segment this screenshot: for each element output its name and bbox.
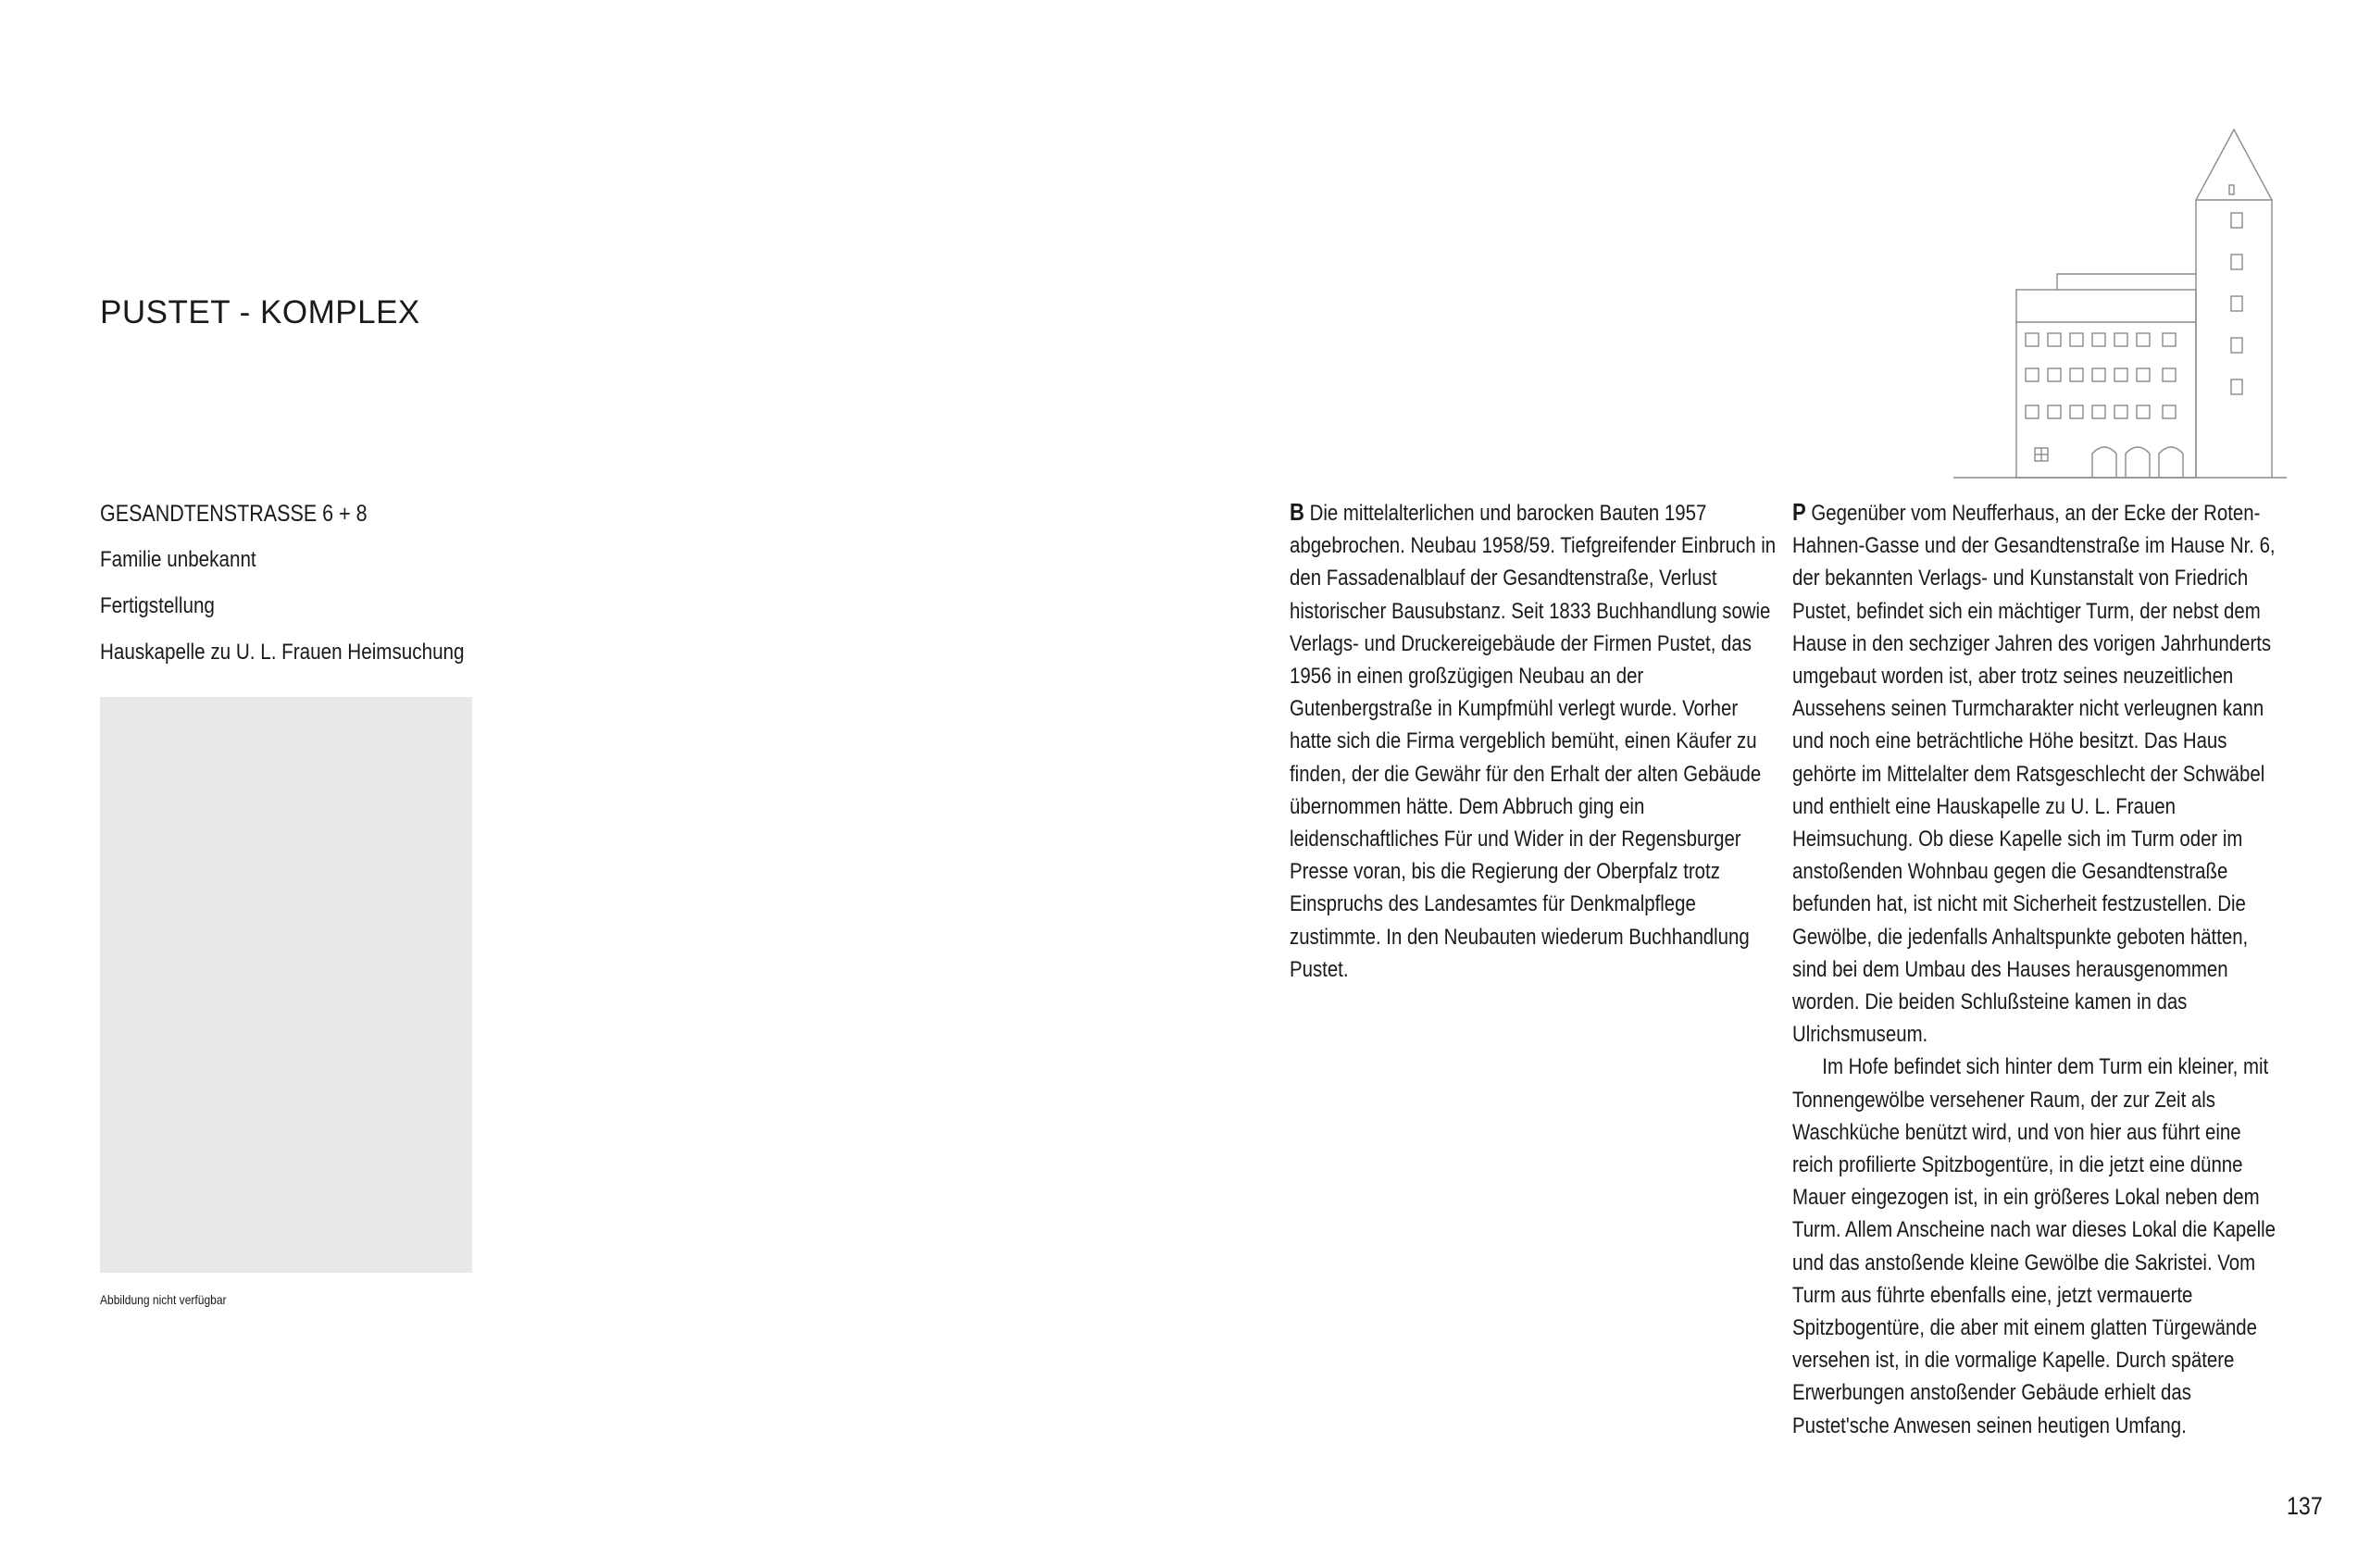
paragraph-p-2: Im Hofe befindet sich hinter dem Turm ein kleiner, mit Tonnengewölbe versehener Raum, der zur Zeit als Waschküche benützt wird, und von hier aus führt eine reich profilierte Spitzbogentüre, in die jetzt eine dünne Mauer eingezogen ist, in ein größeres Lokal neben dem Turm. Allem Anscheine nach war dieses Lokal die Kapelle und das anstoßende kleine Gewölbe die Sakristei. Vom Turm aus führte ebenfalls eine, jetzt vermauerte Spitzbogentüre, die aber mit einem glatten Türgewände versehen ist, in die vormalige Kapelle. Durch spätere Erwerbungen anstoßender Gebäude erhielt das Pustet'sche Anwesen seinen heutigen Umfang. <box>1792 1054 2276 1438</box>
completion: Fertigstellung <box>100 593 215 618</box>
image-caption: Abbildung nicht verfügbar <box>100 1292 227 1307</box>
text-column-b <box>1290 496 1778 986</box>
family: Familie unbekannt <box>100 547 256 572</box>
paragraph-b <box>1290 496 1778 986</box>
address: GESANDTENSTRASSE 6 + 8 <box>100 501 368 527</box>
paragraph-b-text: Die mittelalterlichen und barocken Bauten 1957 abgebrochen. Neubau 1958/59. Tiefgreifender Einbruch in den Fassadenalblauf der Gesandtenstraße, Verlust historischer Bausubstanz. Seit 1833 Buchhandlung sowie Verlags- und Druckereigebäude der Firmen Pustet, das 1956 in einen großzügigen Neubau an der Gutenbergstraße in Kumpfmühl verlegt wurde. Vorher hatte sich die Firma vergeblich bemüht, einen Käufer zu finden, der die Gewähr für den Erhalt der alten Gebäude übernommen hätte. Dem Abbruch ging ein leidenschaftliches Für und Wider in der Regensburger Presse voran, bis die Regierung der Oberpfalz trotz Einspruchs des Landesamtes für Denkmalpflege zustimmte. In den Neubauten wiederum Buchhandlung Pustet. <box>1290 501 1777 982</box>
building-meta <box>100 500 581 685</box>
paragraph-p-1-text: Gegenüber vom Neufferhaus, an der Ecke der Roten-Hahnen-Gasse und der Gesandtenstraße im Hause Nr. 6, der bekannten Verlags- und Kunstanstalt von Friedrich Pustet, befindet sich ein mächtiger Turm, der nebst dem Hause in den sechziger Jahren des vorigen Jahrhunderts umgebaut worden ist, aber trotz seines neuzeitlichen Aussehens seinen Turmcharakter nicht verleugnen kann und noch eine beträchtliche Höhe besitzt. Das Haus gehörte im Mittelalter dem Ratsgeschlecht der Schwäbel und enthielt eine Hauskapelle zu U. L. Frauen Heimsuchung. Ob diese Kapelle sich im Turm oder im anstoßenden Wohnbau gegen die Gesandtenstraße befunden hat, ist nicht mit Sicherheit festzustellen. Die Gewölbe, die jedenfalls Anhaltspunkte geboten hätten, sind bei dem Umbau des Hauses herausgenommen worden. Die beiden Schlußsteine kamen in das Ulrichsmuseum. <box>1792 501 2276 1048</box>
image-placeholder <box>100 697 472 1273</box>
chapel-name: Hauskapelle zu U. L. Frauen Heimsuchung <box>100 640 465 665</box>
page-title: PUSTET - KOMPLEX <box>100 294 420 330</box>
section-letter-p: P <box>1792 498 1806 526</box>
section-letter-b: B <box>1290 498 1304 526</box>
page-number: 137 <box>2287 1492 2323 1520</box>
building-elevation-drawing <box>1953 120 2305 491</box>
paragraph-p-1 <box>1792 496 2281 1051</box>
text-column-p <box>1792 496 2281 1442</box>
